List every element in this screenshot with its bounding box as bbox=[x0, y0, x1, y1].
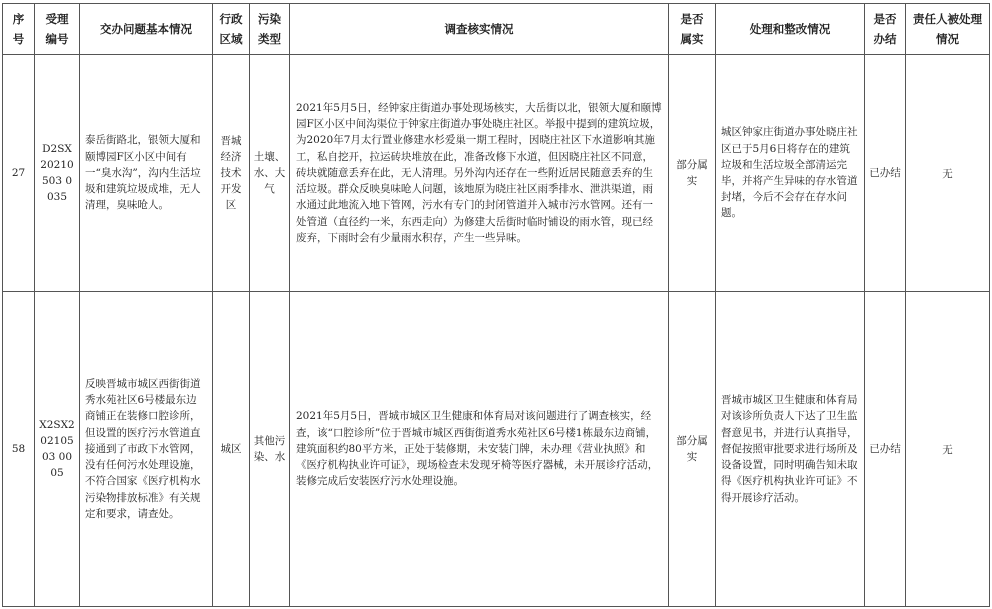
cell-pollution-wrap bbox=[250, 55, 290, 292]
cell-investigation: 2021年5月5日，晋城市城区卫生健康和体育局对该问题进行了调查核实，经查，该“口腔诊所”位于晋城市城区西街街道秀水苑社区6号楼1栋最东边商铺，建筑面积约80平方米，正处于装修期，未安装门牌，未办理《营业执照》和《医疗机构执业许可证》，现场检查未发现牙椅等医疗器械，未开展诊疗活动，装修完成后安装医疗污水处理设施。 bbox=[296, 410, 659, 488]
cell-district-wrap bbox=[213, 55, 250, 292]
cell-case-no: D2SX20210503 0035 bbox=[40, 143, 74, 203]
header-issue: 交办问题基本情况 bbox=[80, 4, 213, 55]
cell-handling: 晋城市城区卫生健康和体育局对该诊所负责人下达了卫生监督意见书，并进行认真指导，督促按照审批要求进行场所及设备设置，同时明确告知未取得《医疗机构执业许可证》不得开展诊疗活动。 bbox=[721, 394, 858, 504]
cell-issue: 反映晋城市城区西街街道秀水苑社区6号楼最东边商铺正在装修口腔诊所，但设置的医疗污水管道直接通到了市政下水管网，没有任何污水处理设施，不符合国家《医疗机构水污染物排放标准》有关规定和要求，请查处。 bbox=[85, 378, 201, 520]
cell-closed: 已办结 bbox=[869, 167, 901, 179]
table-row bbox=[3, 292, 990, 607]
cell-closed: 已办结 bbox=[869, 443, 901, 455]
header-verified: 是否属实 bbox=[669, 4, 716, 55]
cell-seq: 27 bbox=[3, 55, 35, 292]
cell-seq: 58 bbox=[3, 292, 35, 607]
header-district: 行政区域 bbox=[213, 4, 250, 55]
header-handling: 处理和整改情况 bbox=[716, 4, 865, 55]
cell-closed-wrap bbox=[865, 292, 906, 607]
cell-investigation: 2021年5月5日，经钟家庄街道办事处现场核实，大岳街以北，银领大厦和颐博园F区小区中间沟渠位于钟家庄街道办事处晓庄社区。举报中提到的建筑垃圾，为2020年7月太行置业修建水杉爱巢一期工程时，因晓庄社区下水道影响其施工，私自挖开，拉运砖块堆放在此，准备改修下水道，但因晓庄社区不同意，砖块就随意丢弃在此，无人清理。另外沟内还存在一些附近居民随意丢弃的生活垃圾。群众反映臭味呛人问题，该地原为晓庄社区雨季排水、泄洪渠道，雨水通过此地流入地下管网，污水有专门的封闭管道并入城市污水管网。还有一处管道（直径约一米，东西走向）为修建大岳街时临时铺设的雨水管，现已经废弃，下雨时会有少量雨水积存，产生一些异味。 bbox=[296, 102, 662, 244]
cell-closed-wrap bbox=[865, 55, 906, 292]
cell-case-no-wrap bbox=[35, 55, 80, 292]
cell-case-no-wrap bbox=[35, 292, 80, 607]
cell-pollution-wrap bbox=[250, 292, 290, 607]
table-row bbox=[3, 55, 990, 292]
cell-verified: 部分属实 bbox=[676, 159, 708, 187]
header-case-no: 受理编号 bbox=[35, 4, 80, 55]
cell-handling-wrap bbox=[716, 292, 865, 607]
cell-handling-wrap bbox=[716, 55, 865, 292]
cell-case-no: X2SX20210503 0005 bbox=[39, 419, 75, 479]
header-pollution: 污染类型 bbox=[250, 4, 290, 55]
cell-verified-wrap bbox=[669, 55, 716, 292]
cell-pollution: 土壤、水、大气 bbox=[253, 151, 286, 195]
header-seq: 序号 bbox=[3, 4, 35, 55]
cell-responsible: 无 bbox=[906, 292, 990, 607]
cell-issue-wrap bbox=[80, 292, 213, 607]
cell-verified-wrap bbox=[669, 292, 716, 607]
header-investigation: 调查核实情况 bbox=[290, 4, 669, 55]
cell-investigation-wrap bbox=[290, 292, 669, 607]
cell-pollution: 其他污染、水 bbox=[253, 435, 286, 463]
case-table bbox=[2, 3, 990, 607]
cell-issue-wrap bbox=[80, 55, 213, 292]
header-closed: 是否办结 bbox=[865, 4, 906, 55]
cell-investigation-wrap bbox=[290, 55, 669, 292]
cell-district: 晋城经济技术开发区 bbox=[220, 135, 242, 211]
cell-district: 城区 bbox=[220, 443, 242, 455]
cell-issue: 泰岳街路北，银领大厦和颐博园F区小区中间有一“臭水沟”，沟内生活垃圾和建筑垃圾成堆，无人清理，臭味呛人。 bbox=[85, 134, 201, 212]
cell-district-wrap bbox=[213, 292, 250, 607]
cell-handling: 城区钟家庄街道办事处晓庄社区已于5月6日将存在的建筑垃圾和生活垃圾全部清运完毕，并将产生异味的存水管道封堵，今后不会存在存水问题。 bbox=[721, 126, 858, 220]
header-row bbox=[3, 4, 990, 55]
cell-responsible: 无 bbox=[906, 55, 990, 292]
header-responsible: 责任人被处理情况 bbox=[906, 4, 990, 55]
cell-verified: 部分属实 bbox=[676, 435, 708, 463]
